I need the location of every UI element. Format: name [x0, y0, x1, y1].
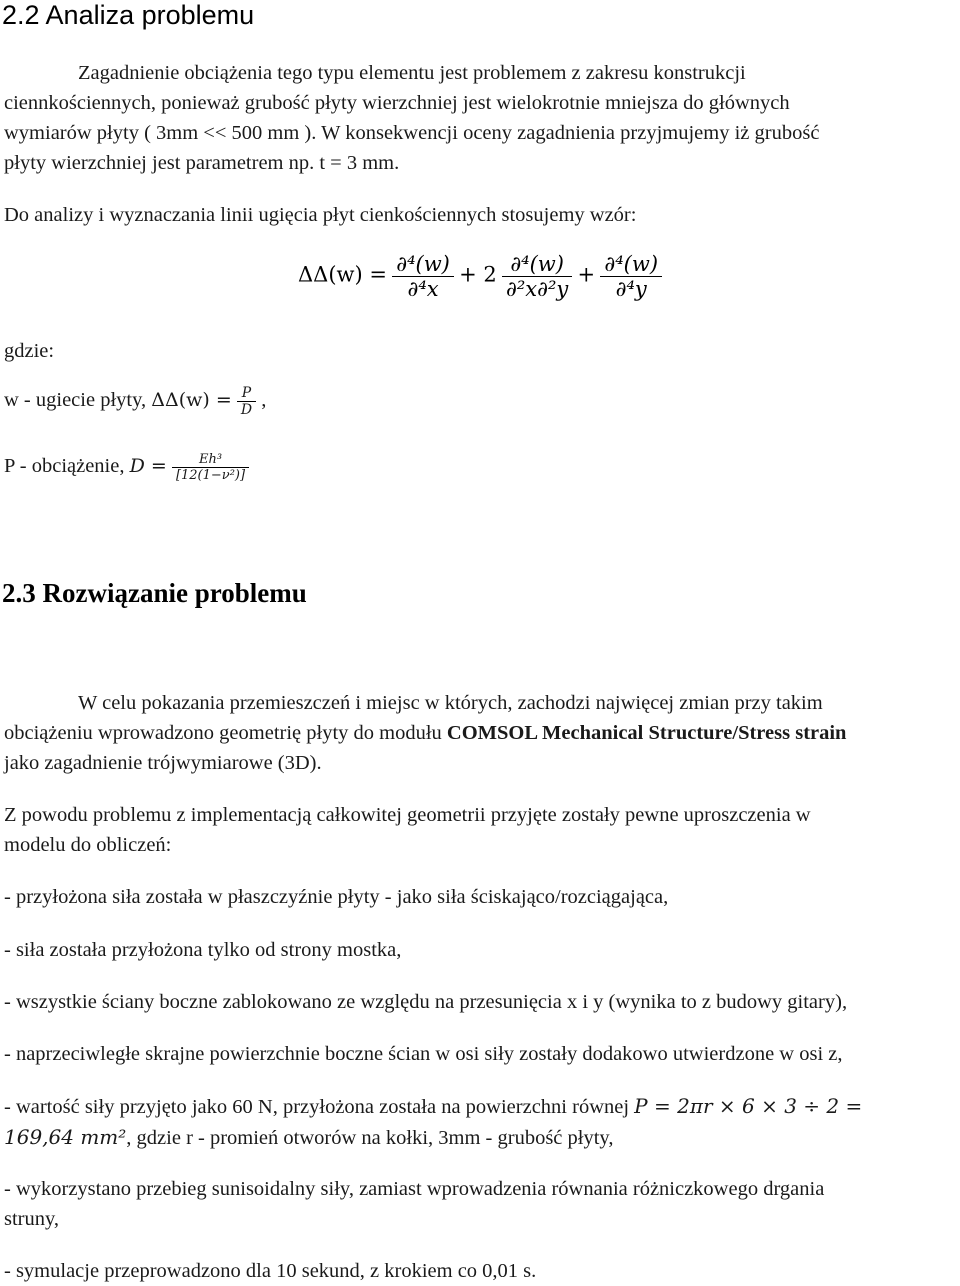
paragraph-text: obciążeniu wprowadzono geometrię płyty do modułu — [4, 722, 447, 744]
list-item — [4, 1039, 843, 1069]
list-item — [4, 987, 847, 1017]
p-definition — [4, 452, 249, 483]
paragraph-line: ciennkościennych, ponieważ grubość płyty wierzchniej jest wielokrotnie mniejsza do głównych — [4, 92, 790, 114]
definition-text: w - ugiecie płyty, — [4, 389, 152, 412]
formula-numerator: ∂⁴(w) — [396, 252, 450, 276]
area-value: 169,64 mm² — [4, 1125, 127, 1149]
formula-lhs: ΔΔ(w) = — [298, 262, 387, 287]
formula-term-3 — [600, 252, 662, 301]
w-definition — [4, 385, 266, 418]
formula-denominator: [12(1−ν²)] — [172, 467, 249, 483]
formula-numerator: ∂⁴(w) — [604, 252, 659, 276]
list-item — [4, 1091, 862, 1153]
list-item — [4, 1174, 824, 1234]
paragraph-intro — [4, 58, 819, 178]
paragraph-simplifications — [4, 800, 811, 860]
definition-fraction — [237, 385, 256, 418]
definition-text: P - obciążenie, — [4, 455, 130, 478]
formula-denominator: ∂²x∂²y — [502, 276, 572, 301]
paragraph-comsol — [4, 688, 846, 778]
paragraph-line: modelu do obliczeń: — [4, 834, 172, 856]
paragraph-line: Do analizy i wyznaczania linii ugięcia płyt cienkościennych stosujemy wzór: — [4, 204, 637, 226]
paragraph-line — [4, 718, 846, 748]
list-item-text — [4, 1122, 862, 1153]
list-item-text: - siła została przyłożona tylko od strony mostka, — [4, 939, 402, 961]
list-item-text: - wszystkie ściany boczne zablokowano ze względu na przesunięcia x i y (wynika to z budowy gitary), — [4, 991, 848, 1013]
list-item-text: struny, — [4, 1208, 60, 1230]
list-item-text: - naprzeciwległe skrajne powierzchnie boczne ścian w osi siły zostały dodakowo utwierdzone w osi z, — [4, 1043, 843, 1065]
definition-lhs: D = — [129, 455, 167, 478]
formula-numerator: Eh³ — [198, 452, 223, 467]
list-item — [4, 935, 401, 965]
where-label — [4, 336, 54, 366]
paragraph-line: wymiarów płyty ( 3mm << 500 mm ). W konsekwencji oceny zagadnienia przyjmujemy iż grubość — [4, 122, 820, 144]
definition-fraction — [172, 452, 249, 483]
list-item-text — [4, 1091, 862, 1122]
list-item-text: - przyłożona siła została w płaszczyźnie płyty - jako siła ściskająco/rozciągająca, — [4, 886, 669, 908]
paragraph-line: gdzie: — [4, 340, 55, 362]
formula-numerator: ∂⁴(w) — [510, 252, 564, 276]
paragraph-text: , gdzie r - promień otworów na kołki, 3mm - grubość płyty, — [126, 1127, 614, 1149]
paragraph-line: Zagadnienie obciążenia tego typu elementu jest problemem z zakresu konstrukcji — [78, 62, 746, 84]
paragraph-line: płyty wierzchniej jest parametrem np. t = 3 mm. — [4, 152, 400, 174]
formula-term-1 — [392, 252, 454, 301]
area-formula: P = 2πr × 6 × 3 ÷ 2 = — [634, 1094, 863, 1118]
formula-numerator: P — [241, 385, 252, 401]
paragraph-line: Z powodu problemu z implementacją całkowitej geometrii przyjęte zostały pewne uproszczenia w — [4, 804, 811, 826]
formula-denominator: ∂⁴y — [600, 276, 662, 301]
formula-operator: + — [577, 262, 596, 287]
list-item-text: - symulacje przeprowadzono dla 10 sekund, z krokiem co 0,01 s. — [4, 1260, 537, 1282]
paragraph-formula-intro — [4, 200, 636, 230]
list-item — [4, 1256, 536, 1286]
plate-deflection-formula — [298, 252, 662, 301]
section-heading-2-3: 2.3 Rozwiązanie problemu — [2, 578, 307, 608]
paragraph-line: jako zagadnienie trójwymiarowe (3D). — [4, 752, 322, 774]
formula-denominator: D — [237, 401, 256, 418]
list-item-text: - wykorzystano przebieg sunisoidalny siły, zamiast wprowadzenia równania różniczkowego drgania — [4, 1178, 825, 1200]
paragraph-text: - wartość siły przyjęto jako 60 N, przyłożona została na powierzchni równej — [4, 1096, 635, 1118]
formula-term-2 — [502, 252, 572, 301]
formula-operator: + 2 — [459, 262, 497, 287]
module-name: COMSOL Mechanical Structure/Stress strain — [446, 722, 847, 744]
paragraph-line: W celu pokazania przemieszczeń i miejsc w których, zachodzi najwięcej zmian przy takim — [78, 692, 823, 714]
formula-denominator: ∂⁴x — [392, 276, 454, 301]
definition-tail: , — [261, 389, 267, 412]
definition-lhs: ΔΔ(w) = — [151, 389, 232, 412]
list-item — [4, 882, 668, 912]
section-heading-2-2: 2.2 Analiza problemu — [2, 0, 255, 30]
